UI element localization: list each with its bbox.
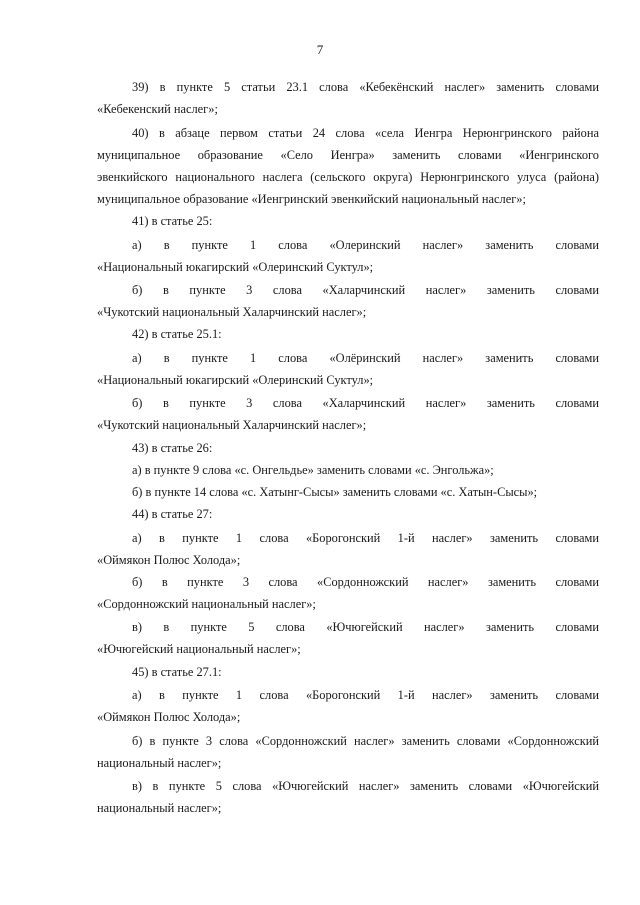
text-line: «Кебекенский наслег»; xyxy=(97,102,218,116)
text-line: «Национальный юкагирский «Олеринский Суктул»; xyxy=(97,260,374,274)
text-line: «Чукотский национальный Халарчинский наслег»; xyxy=(97,305,367,319)
text-line: б) в пункте 3 слова «Сордонножский наслег» заменить словами xyxy=(132,575,599,589)
page-number: 7 xyxy=(316,42,324,57)
text-line: а) в пункте 9 слова «с. Онгельдье» заменить словами «с. Энгольжа»; xyxy=(132,463,494,477)
text-line: муниципальное образование «Село Иенгра» заменить словами «Иенгринского xyxy=(97,148,599,162)
text-line: 39) в пункте 5 статьи 23.1 слова «Кебекёнский наслег» заменить словами xyxy=(132,80,599,94)
text-line: а) в пункте 1 слова «Борогонский 1-й наслег» заменить словами xyxy=(132,688,599,702)
text-line: б) в пункте 3 слова «Сордонножский наслег» заменить словами «Сордонножский xyxy=(132,734,599,748)
text-line: 41) в статье 25: xyxy=(132,214,213,228)
text-line: муниципальное образование «Иенгринский эвенкийский национальный наслег»; xyxy=(97,192,526,206)
text-line: б) в пункте 3 слова «Халарчинский наслег» заменить словами xyxy=(132,283,599,297)
text-line: «Оймякон Полюс Холода»; xyxy=(97,710,241,724)
text-line: 45) в статье 27.1: xyxy=(132,665,222,679)
text-line: а) в пункте 1 слова «Олеринский наслег» заменить словами xyxy=(132,238,599,252)
text-line: «Национальный юкагирский «Олеринский Суктул»; xyxy=(97,373,374,387)
text-line: 44) в статье 27: xyxy=(132,507,213,521)
text-line: «Сордонножский национальный наслег»; xyxy=(97,597,316,611)
text-line: национальный наслег»; xyxy=(97,801,222,815)
text-line: национальный наслег»; xyxy=(97,756,222,770)
text-line: 40) в абзаце первом статьи 24 слова «села Иенгра Нерюнгринского района xyxy=(132,126,599,140)
text-line: 42) в статье 25.1: xyxy=(132,327,222,341)
text-line: эвенкийского национального наслега (сельского округа) Нерюнгринского улуса (района) xyxy=(97,170,599,184)
text-line: 43) в статье 26: xyxy=(132,441,213,455)
text-line: «Ючюгейский национальный наслег»; xyxy=(97,642,301,656)
text-line: б) в пункте 3 слова «Халарчинский наслег» заменить словами xyxy=(132,396,599,410)
text-line: «Чукотский национальный Халарчинский наслег»; xyxy=(97,418,367,432)
text-line: а) в пункте 1 слова «Борогонский 1-й наслег» заменить словами xyxy=(132,531,599,545)
text-line: «Оймякон Полюс Холода»; xyxy=(97,553,241,567)
text-line: б) в пункте 14 слова «с. Хатынг-Сысы» заменить словами «с. Хатын-Сысы»; xyxy=(132,485,538,499)
text-line: а) в пункте 1 слова «Олёринский наслег» заменить словами xyxy=(132,351,599,365)
text-line: в) в пункте 5 слова «Ючюгейский наслег» заменить словами «Ючюгейский xyxy=(132,779,599,793)
text-line: в) в пункте 5 слова «Ючюгейский наслег» заменить словами xyxy=(132,620,599,634)
